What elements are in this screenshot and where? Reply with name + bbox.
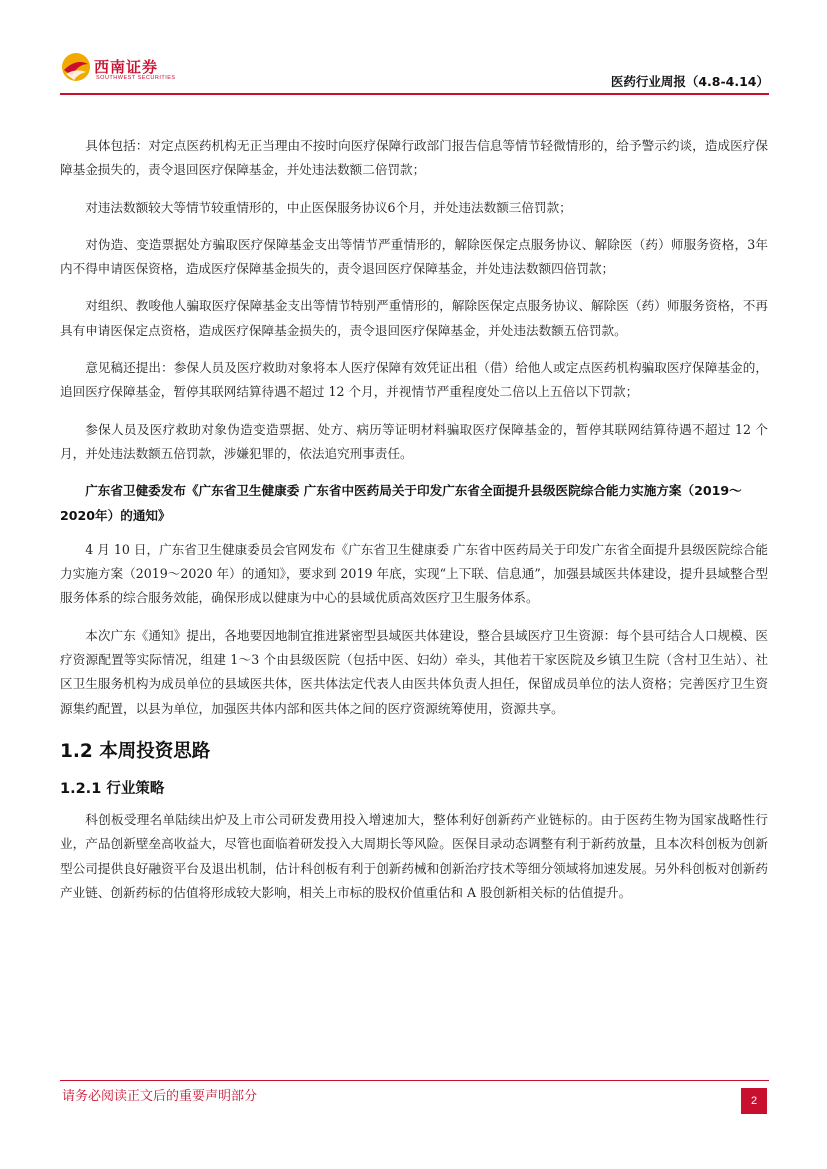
section-title: 1.2 本周投资思路 [60,740,211,762]
logo-subtitle: SOUTHWEST SECURITIES [96,75,176,81]
paragraph: 对组织、教唆他人骗取医疗保障基金支出等情节特别严重情形的，解除医保定点服务协议、解除医（药）师服务资格，不再具有申请医保定点资格，造成医疗保障基金损失的，责令退回医疗保障基金，并处违法数额五倍罚款。 [60,298,768,338]
paragraph: 本次广东《通知》提出，各地要因地制宜推进紧密型县域医共体建设，整合县域医疗卫生资源：每个县可结合人口规模、医疗资源配置等实际情况，组建 1～3 个由县级医院（包括中医、妇幼）牵头，其他若干家医院及乡镇卫生院（含村卫生站）、社区卫生服务机构为成员单位的县域医共体，医共体法定代表人由医共体负责人担任，保留成员单位的法人资格；完善医疗卫生资源集约配置，以县为单位，加强医共体内部和医共体之间的医疗资源统筹使用，资源共享。 [60,627,768,716]
page-number: 2 [741,1088,767,1114]
paragraph: 具体包括：对定点医药机构无正当理由不按时向医疗保障行政部门报告信息等情节轻微情形的，给予警示约谈，造成医疗保障基金损失的，责令退回医疗保障基金，并处违法数额二倍罚款； [60,138,768,178]
paragraph: 科创板受理名单陆续出炉及上市公司研发费用投入增速加大，整体利好创新药产业链标的。由于医药生物为国家战略性行业，产品创新壁垒高收益大，尽管也面临着研发投入大周期长等风险。医保目录动态调整有利于新药放量，且本次科创板为创新型公司提供良好融资平台及退出机制，估计科创板有利于创新药械和创新治疗技术等细分领域将加速发展。另外科创板对创新药产业链、创新药标的估值将形成较大影响，相关上市标的股权价值重估和 A 股创新相关标的估值提升。 [60,811,768,900]
paragraph: 参保人员及医疗救助对象伪造变造票据、处方、病历等证明材料骗取医疗保障基金的，暂停其联网结算待遇不超过 12 个月，并处违法数额五倍罚款，涉嫌犯罪的，依法追究刑事责任。 [60,421,768,461]
paragraph: 对违法数额较大等情节较重情形的，中止医保服务协议6个月，并处违法数额三倍罚款； [85,199,572,215]
report-title: 医药行业周报（4.8-4.14） [610,74,769,89]
news-heading: 广东省卫健委发布《广东省卫生健康委 广东省中医药局关于印发广东省全面提升县级医院综合能力实施方案（2019～2020年）的通知》 [60,483,742,523]
paragraph: 意见稿还提出：参保人员及医疗救助对象将本人医疗保障有效凭证出租（借）给他人或定点医药机构骗取医疗保障基金的，追回医疗保障基金，暂停其联网结算待遇不超过 12 个月，并视情节严重程度处二倍以上五倍以下罚款； [60,360,768,400]
subsection-title: 1.2.1 行业策略 [60,780,165,797]
main-content [60,134,768,918]
paragraph: 4 月 10 日，广东省卫生健康委员会官网发布《广东省卫生健康委 广东省中医药局关于印发广东省全面提升县级医院综合能力实施方案（2019～2020 年）的通知》，要求到 2019 年底，实现“上下联、信息通”，加强县域医共体建设，提升县域整合型服务体系的综合服务效能，确保形成以健康为中心的县域优质高效医疗卫生服务体系。 [60,541,768,606]
header-divider [60,93,769,95]
paragraph: 对伪造、变造票据处方骗取医疗保障基金支出等情节严重情形的，解除医保定点服务协议、解除医（药）师服务资格，3年内不得申请医保资格，造成医疗保障基金损失的，责令退回医疗保障基金，并处违法数额四倍罚款； [60,236,768,277]
logo-text: 西南证券 [94,58,159,76]
footer-divider [60,1080,769,1081]
footer-disclaimer: 请务必阅读正文后的重要声明部分 [62,1089,258,1104]
